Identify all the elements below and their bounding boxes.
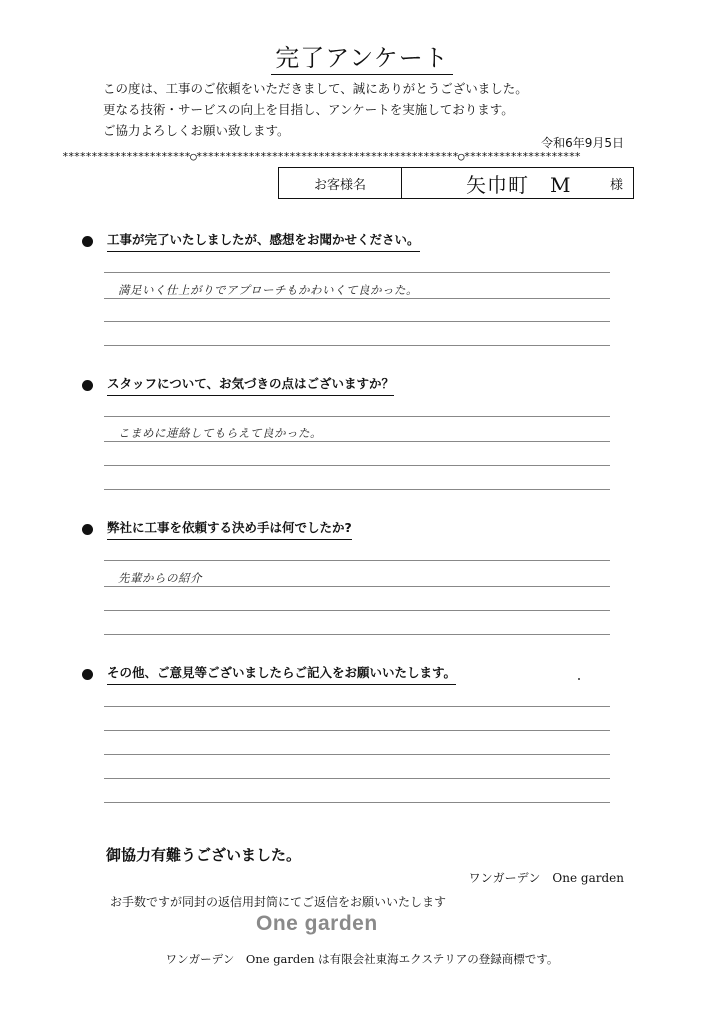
answer-1-text[interactable]: 満足いく仕上がりでアプローチもかわいくて良かった。: [118, 283, 418, 297]
thanks-message: 御協力有難うございました。: [106, 846, 302, 864]
customer-name-value: 矢巾町 M: [466, 172, 572, 197]
question-2-text: スタッフについて、お気づきの点はございますか？: [107, 374, 394, 396]
answer-line: [104, 489, 610, 490]
answer-line: [104, 298, 610, 299]
customer-name-label: お客様名: [279, 168, 402, 198]
question-1-text: 工事が完了いたしましたが、感想をお聞かせください。: [107, 230, 420, 252]
question-3-text: 弊社に工事を依頼する決め手は何でしたか?: [107, 518, 352, 540]
bullet-icon: [82, 380, 93, 391]
intro-text: [103, 78, 528, 141]
one-garden-logo: One garden: [256, 912, 378, 935]
answer-line: [104, 465, 610, 466]
answer-line: [104, 802, 610, 803]
trademark-footer: ワンガーデン One garden は有限会社東海エクステリアの登録商標です。: [165, 952, 559, 966]
customer-name-box: [278, 167, 634, 199]
answer-line: [104, 345, 610, 346]
answer-line: [104, 754, 610, 755]
answer-line: [104, 441, 610, 442]
answer-2-text[interactable]: こまめに連絡してもらえて良かった。: [118, 426, 322, 440]
company-name: ワンガーデン One garden: [468, 871, 624, 885]
divider-line: **********************○*********************************************○********************: [62, 150, 581, 163]
customer-name-field[interactable]: [402, 168, 633, 198]
customer-name-suffix: 様: [609, 177, 623, 193]
answer-line: [104, 706, 610, 707]
survey-date: 令和6年9月5日: [541, 136, 624, 150]
answer-line: [104, 610, 610, 611]
answer-line: [104, 586, 610, 587]
survey-title-text: 完了アンケート: [271, 44, 453, 75]
answer-line: [104, 560, 610, 561]
answer-line: [104, 634, 610, 635]
paper-speck: [578, 678, 580, 680]
survey-title: [0, 38, 724, 73]
question-1: [82, 230, 420, 252]
answer-line: [104, 416, 610, 417]
intro-line-2: 更なる技術・サービスの向上を目指し、アンケートを実施しております。: [103, 102, 514, 117]
answer-line: [104, 730, 610, 731]
return-note: お手数ですが同封の返信用封筒にてご返信をお願いいたします: [110, 895, 447, 909]
question-3: [82, 518, 352, 540]
answer-line: [104, 321, 610, 322]
intro-line-3: ご協力よろしくお願い致します。: [103, 123, 290, 138]
answer-3-text[interactable]: 先輩からの紹介: [118, 571, 202, 585]
intro-line-1: この度は、工事のご依頼をいただきまして、誠にありがとうございました。: [103, 81, 528, 96]
bullet-icon: [82, 669, 93, 680]
question-2: [82, 374, 394, 396]
bullet-icon: [82, 236, 93, 247]
answer-line: [104, 778, 610, 779]
bullet-icon: [82, 524, 93, 535]
question-4: [82, 663, 456, 685]
question-4-text: その他、ご意見等ございましたらご記入をお願いいたします。: [107, 663, 456, 685]
answer-line: [104, 272, 610, 273]
